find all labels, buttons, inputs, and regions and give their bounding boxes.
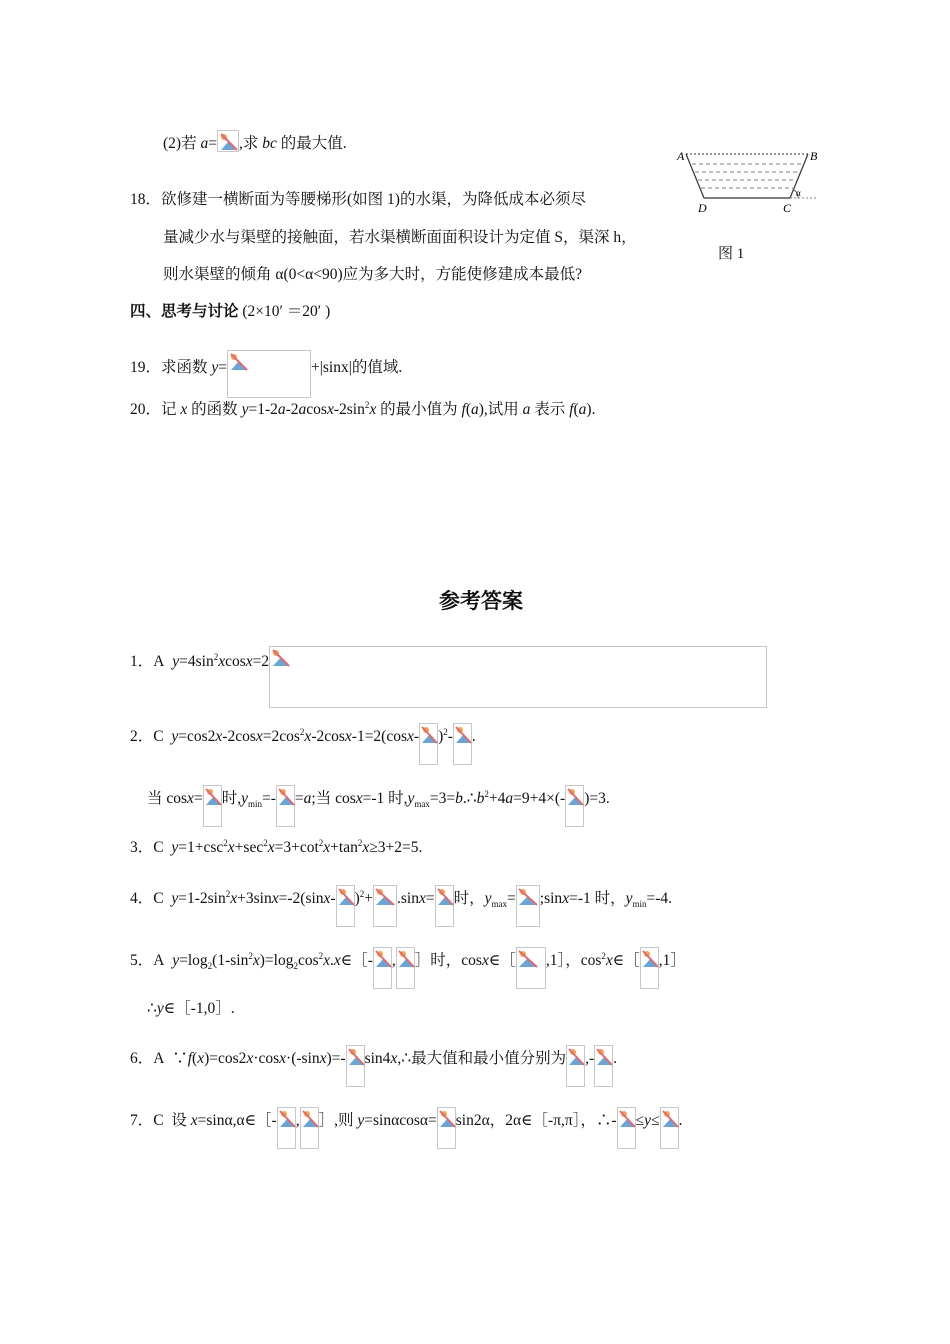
formula-image-icon	[396, 947, 415, 989]
answer-2-line2: 当 cosx= 时$,y_{min}=-$ =a;当 cosx=-1 时$,y_{max}=3=b.\therefore b^2+4a=9+4\times(-$ )=3.	[147, 785, 610, 827]
formula-image-icon	[516, 885, 540, 927]
answer-7: 7．C 设 x=sinα,α∈［- , ］,则 y=sinαcosα= sin2α，2α∈［-π,π］，∴- ≤y≤ .	[130, 1107, 682, 1149]
formula-image-icon	[437, 1107, 456, 1149]
label-b: B	[810, 149, 818, 163]
q18-line2: 量减少水与渠壁的接触面，若水渠横断面面积设计为定值 S，渠深 h，	[163, 229, 637, 246]
formula-image-icon	[346, 1045, 365, 1087]
answer-5-line1: 5．A $y=\log_2(1-\sin^2x)=\log_2\cos^2x.x\in[-$ , ］时，cosx∈［ ,1］，$\cos^2x\in[$ ,1］	[130, 947, 686, 989]
formula-image-icon	[617, 1107, 636, 1149]
formula-image-icon	[453, 723, 472, 765]
formula-image-icon	[373, 947, 392, 989]
q20: 20．记 x 的函数 $y=1-2a-2acosx-2\sin^2x$ 的最小值为 f(a),试用 a 表示 f(a).	[130, 399, 596, 418]
formula-image-icon	[269, 646, 767, 708]
figure-caption: 图 1	[718, 246, 745, 262]
q18-line3: 则水渠壁的倾角 α(0<α<90)应为多大时，方能使修建成本最低?	[163, 266, 583, 283]
answer-1: 1．A $y=4\sin^2xcosx=2$	[130, 646, 767, 708]
formula-image-icon	[516, 947, 546, 989]
section4-heading: 四、思考与讨论 (2×10′ ＝20′ )	[130, 303, 331, 320]
formula-image-icon	[566, 1045, 585, 1087]
formula-image-icon	[300, 1107, 319, 1149]
answer-4: 4．C $y=1-2\sin^2x+3\sin x=-2(\sin x-$ )$^2$+ .sinx= 时，$y_{max}=$ ;sinx=-1 时，$y_{min}=-4$.	[130, 885, 672, 927]
formula-image-icon	[227, 350, 311, 398]
formula-image-icon	[640, 947, 659, 989]
formula-image-icon	[660, 1107, 679, 1149]
answer-title: 参考答案	[439, 589, 523, 613]
q18-line1: 18．欲修建一横断面为等腰梯形(如图 1)的水渠，为降低成本必须尽	[130, 191, 586, 208]
answer-2-line1: 2．C $y=\cos 2x-2\cos x=2\cos^2x-2\cos x-1=2(\cos x-$ )$^2$- .	[130, 723, 476, 765]
answer-3: 3．C $y=1+\csc^2x+\sec^2x=3+\cot^2x+\tan^2x\ge 3+2=5$.	[130, 837, 423, 856]
label-c: C	[783, 201, 792, 215]
formula-image-icon	[565, 785, 584, 827]
formula-image-icon	[373, 885, 397, 927]
formula-image-icon	[419, 723, 438, 765]
formula-image-icon	[336, 885, 355, 927]
formula-image-icon	[594, 1045, 613, 1087]
formula-image-icon	[217, 130, 239, 152]
label-d: D	[698, 201, 707, 215]
trapezoid-diagram	[672, 148, 822, 218]
label-a: A	[677, 149, 685, 163]
trapezoid-figure	[672, 148, 822, 268]
answer-5-line2: ∴y∈［-1,0］.	[147, 1000, 235, 1017]
answer-6: 6．A ∵f(x)=cos2x·cosx·(-sinx)=- sin4x,∴最大值和最小值分别为 ,- .	[130, 1045, 617, 1087]
q17-part2: (2)若 a= ,求 bc 的最大值.	[163, 130, 347, 154]
label-alpha: α	[796, 188, 801, 198]
formula-image-icon	[276, 785, 295, 827]
formula-image-icon	[435, 885, 454, 927]
q19: 19．求函数 y= +|sinx|的值域.	[130, 350, 402, 398]
formula-image-icon	[203, 785, 222, 827]
formula-image-icon	[277, 1107, 296, 1149]
